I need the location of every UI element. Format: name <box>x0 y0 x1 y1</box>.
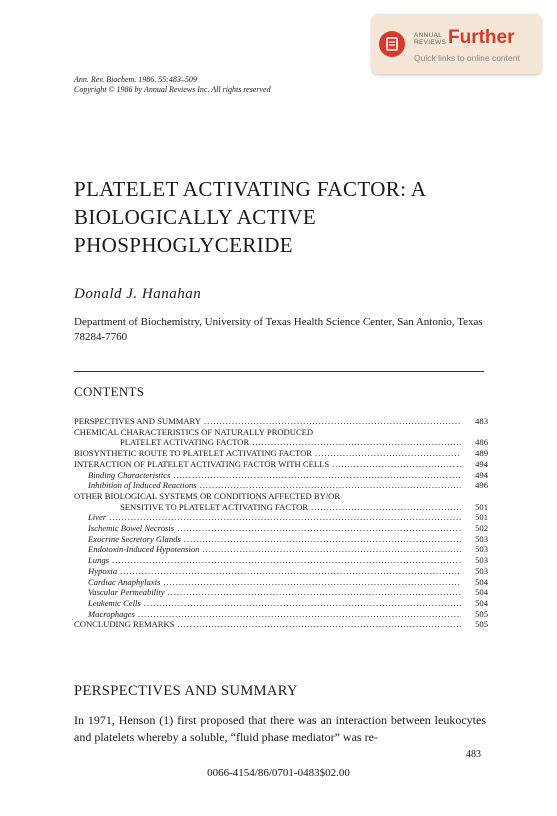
toc-dot-leader <box>112 555 461 566</box>
toc-entry-title: Hypoxia <box>88 565 118 576</box>
toc-entry[interactable] <box>74 577 488 588</box>
toc-entry-page: 503 <box>475 533 488 544</box>
further-links-badge[interactable] <box>372 14 541 74</box>
toc-entry-page: 505 <box>475 608 488 619</box>
toc-entry[interactable] <box>74 427 488 438</box>
toc-entry-page: 504 <box>475 576 488 587</box>
toc-dot-leader <box>178 619 461 630</box>
toc-entry-page: 502 <box>475 523 488 534</box>
body-paragraph: In 1971, Henson (1) first proposed that there was an interaction between leukocytes and platelets whereby a soluble, “fluid phase mediator” was re- <box>74 713 486 744</box>
toc-entry-title: INTERACTION OF PLATELET ACTIVATING FACTOR WITH CELLS <box>74 458 330 469</box>
toc-entry-title: CONCLUDING REMARKS <box>74 619 175 630</box>
toc-entry-page: 496 <box>475 480 488 491</box>
toc-entry-page: 501 <box>475 512 488 523</box>
document-icon <box>384 36 400 52</box>
toc-entry-page: 494 <box>475 469 488 480</box>
toc-dot-leader <box>202 544 461 555</box>
toc-dot-leader <box>177 523 461 534</box>
section-heading: PERSPECTIVES AND SUMMARY <box>74 683 298 699</box>
toc-entry[interactable] <box>74 555 488 566</box>
annual-reviews-logo-icon <box>379 31 405 57</box>
toc-entry-page: 503 <box>475 544 488 555</box>
toc-entry[interactable] <box>74 523 488 534</box>
toc-entry-page: 494 <box>475 458 488 469</box>
table-of-contents <box>74 416 488 630</box>
toc-entry-title: Ischemic Bowel Necrosis <box>88 523 175 534</box>
toc-entry-page: 504 <box>475 587 488 598</box>
toc-entry-title: OTHER BIOLOGICAL SYSTEMS OR CONDITIONS AFFECTED BY/OR <box>74 490 341 501</box>
toc-entry-title: Vascular Permeability <box>88 587 165 598</box>
toc-entry-title: SENSITIVE TO PLATELET ACTIVATING FACTOR <box>120 501 309 512</box>
toc-entry-page: 486 <box>475 437 488 448</box>
toc-entry[interactable] <box>74 437 488 448</box>
toc-dot-leader <box>315 448 461 459</box>
toc-entry-page: 483 <box>475 416 488 426</box>
toc-entry[interactable] <box>74 502 488 513</box>
toc-entry[interactable] <box>74 587 488 598</box>
toc-entry-page: 505 <box>475 619 488 630</box>
toc-dot-leader <box>109 512 461 523</box>
toc-entry-page: 503 <box>475 565 488 576</box>
copyright-line: Copyright © 1986 by Annual Reviews Inc. All rights reserved <box>74 85 271 94</box>
toc-entry-title: Cardiac Anaphylaxis <box>88 576 161 587</box>
badge-further-label: Further <box>448 27 515 48</box>
toc-entry-title: Liver <box>88 512 107 523</box>
toc-entry-page: 489 <box>475 448 488 459</box>
toc-entry-title: Inhibition of Induced Reactions <box>88 480 197 491</box>
toc-entry-title: Endotoxin-Induced Hypotension <box>88 544 200 555</box>
toc-entry[interactable] <box>74 609 488 620</box>
toc-entry-title: Leukemic Cells <box>88 597 141 608</box>
journal-reference <box>74 75 271 95</box>
toc-entry[interactable] <box>74 480 488 491</box>
toc-entry[interactable] <box>74 491 488 502</box>
toc-dot-leader <box>120 566 461 577</box>
toc-entry[interactable] <box>74 566 488 577</box>
toc-dot-leader <box>184 534 461 545</box>
badge-subtitle: Quick links to online content <box>414 53 520 63</box>
toc-entry[interactable] <box>74 512 488 523</box>
author-name: Donald J. Hanahan <box>74 286 202 302</box>
toc-dot-leader <box>204 416 461 427</box>
toc-entry[interactable] <box>74 534 488 545</box>
toc-dot-leader <box>163 577 461 588</box>
toc-entry-page: 504 <box>475 597 488 608</box>
toc-entry[interactable] <box>74 459 488 470</box>
page-number: 483 <box>466 749 481 760</box>
toc-dot-leader <box>311 502 461 513</box>
toc-entry-title: Lungs <box>88 555 110 566</box>
toc-entry-page: 503 <box>475 555 488 566</box>
toc-dot-leader <box>168 587 461 598</box>
toc-dot-leader <box>144 598 461 609</box>
toc-entry[interactable] <box>74 470 488 481</box>
toc-entry-title: CHEMICAL CHARACTERISTICS OF NATURALLY PRODUCED <box>74 426 314 437</box>
toc-entry[interactable] <box>74 544 488 555</box>
toc-dot-leader <box>200 480 461 491</box>
toc-entry[interactable] <box>74 416 488 427</box>
toc-entry[interactable] <box>74 448 488 459</box>
toc-dot-leader <box>173 470 461 481</box>
journal-citation: Ann. Rev. Biochem. 1986. 55:483–509 <box>74 75 197 84</box>
toc-dot-leader <box>138 609 461 620</box>
toc-entry-title: BIOSYNTHETIC ROUTE TO PLATELET ACTIVATING FACTOR <box>74 448 313 459</box>
toc-entry-title: PLATELET ACTIVATING FACTOR <box>120 437 250 448</box>
article-title: PLATELET ACTIVATING FACTOR: A BIOLOGICALLY ACTIVE PHOSPHOGLYCERIDE <box>74 177 427 257</box>
toc-dot-leader <box>252 437 461 448</box>
footer-code: 0066-4154/86/0701-0483$02.00 <box>207 767 350 779</box>
toc-entry-title: Exocrine Secretory Glands <box>88 533 181 544</box>
toc-entry-page: 501 <box>475 501 488 512</box>
toc-entry-title: Binding Characteristics <box>88 469 171 480</box>
toc-entry[interactable] <box>74 598 488 609</box>
author-affiliation: Department of Biochemistry, University of Texas Health Science Center, San Antonio, Texas 78284-7760 <box>74 316 483 343</box>
divider <box>74 371 484 372</box>
toc-entry-title: PERSPECTIVES AND SUMMARY <box>74 416 202 426</box>
toc-dot-leader <box>332 459 461 470</box>
badge-publisher-label: ANNUAL REVIEWS <box>414 32 447 46</box>
toc-entry[interactable] <box>74 619 488 630</box>
contents-heading: CONTENTS <box>74 384 145 399</box>
toc-entry-title: Macrophages <box>88 608 135 619</box>
